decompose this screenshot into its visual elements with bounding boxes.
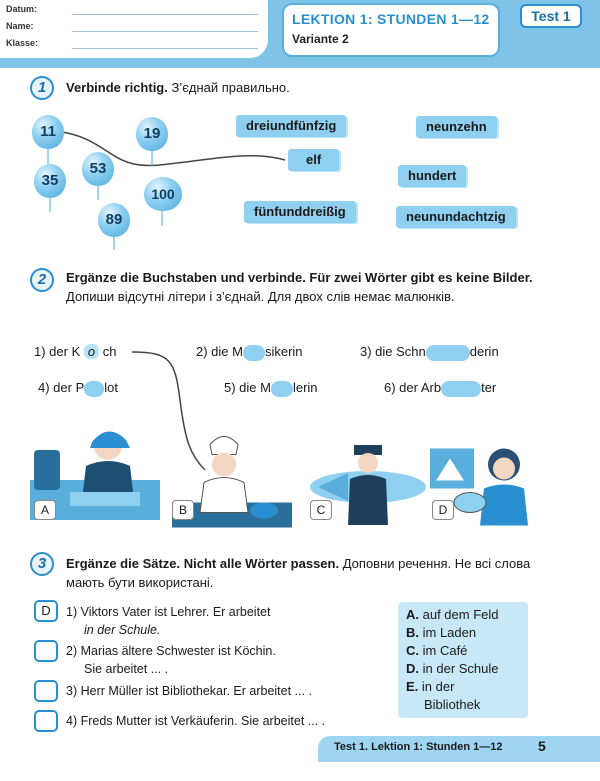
balloon-number[interactable]: 11 xyxy=(32,115,64,149)
exercise-1-title-uk: З’єднай правильно. xyxy=(171,80,290,95)
letter-blank[interactable] xyxy=(441,381,481,397)
exercise-3-title-de: Ergänze die Sätze. Nicht alle Wörter passen. xyxy=(66,556,340,571)
sentence-1 xyxy=(66,603,271,639)
filled-letter[interactable]: o xyxy=(84,344,99,359)
letter-blank[interactable] xyxy=(84,381,104,397)
sentence-line: Sie arbeitet ... . xyxy=(84,662,169,676)
page-number: 5 xyxy=(538,738,546,754)
sentence-3 xyxy=(66,682,312,700)
picture-label-d: D xyxy=(432,500,454,520)
word-item-1 xyxy=(34,344,116,359)
balloon-number[interactable]: 53 xyxy=(82,152,114,186)
number-word[interactable]: dreiundfünfzig xyxy=(236,115,346,137)
footer-text: Test 1. Lektion 1: Stunden 1—12 xyxy=(334,741,503,753)
word-suffix: ch xyxy=(102,344,117,359)
word-prefix: 2) die M xyxy=(196,344,243,359)
option-a: A. auf dem Feld xyxy=(406,607,499,622)
word-item-6 xyxy=(384,380,496,397)
number-word[interactable]: elf xyxy=(288,149,339,171)
option-e-continued: Bibliothek xyxy=(424,697,481,712)
word-prefix: 1) der K xyxy=(34,344,81,359)
footer-band xyxy=(318,736,600,762)
answer-box-3[interactable] xyxy=(34,680,58,702)
word-suffix: lerin xyxy=(292,380,318,395)
variant-label: Variante 2 xyxy=(292,32,349,46)
answer-box-2[interactable] xyxy=(34,640,58,662)
option-d: D. in der Schule xyxy=(406,661,499,676)
sentence-line: 4) Freds Mutter ist Verkäuferin. Sie arbeitet ... . xyxy=(66,714,326,728)
exercise-number-2: 2 xyxy=(30,268,54,292)
word-item-4 xyxy=(38,380,118,397)
exercise-2-instruction xyxy=(66,268,556,306)
word-item-2 xyxy=(196,344,303,361)
answer-box-1[interactable]: D xyxy=(34,600,58,622)
exercise-2-title-de: Ergänze die Buchstaben und verbinde. Für zwei Wörter gibt es keine Bilder. xyxy=(66,270,533,285)
exercise-number-3: 3 xyxy=(30,552,54,576)
word-prefix: 5) die M xyxy=(224,380,271,395)
word-prefix: 6) der Arb xyxy=(384,380,442,395)
letter-blank[interactable] xyxy=(243,345,265,361)
answer-options xyxy=(398,602,528,718)
picture-label-b: B xyxy=(172,500,194,520)
sentence-line: 3) Herr Müller ist Bibliothekar. Er arbeitet ... . xyxy=(66,684,312,698)
balloon-number[interactable]: 89 xyxy=(98,203,130,237)
number-word[interactable]: neunundachtzig xyxy=(396,206,516,228)
answer-box-4[interactable] xyxy=(34,710,58,732)
letter-blank[interactable] xyxy=(426,345,470,361)
balloon-number[interactable]: 100 xyxy=(144,177,182,211)
picture-label-c: C xyxy=(310,500,332,520)
word-prefix: 4) der P xyxy=(38,380,85,395)
exercise-2-title-uk: Допиши відсутні літери і з’єднай. Для двох слів немає малюнків. xyxy=(66,289,455,304)
balloon-number[interactable]: 19 xyxy=(136,117,168,151)
sentence-2 xyxy=(66,642,276,678)
class-label: Klasse: xyxy=(6,38,39,48)
test-badge: Test 1 xyxy=(520,4,582,28)
balloon-number[interactable]: 35 xyxy=(34,164,66,198)
word-item-3 xyxy=(360,344,499,361)
option-e: E. in der xyxy=(406,679,455,694)
number-word[interactable]: neunzehn xyxy=(416,116,497,138)
sentence-4 xyxy=(66,712,325,730)
option-c: C. im Café xyxy=(406,643,468,658)
number-word[interactable]: hundert xyxy=(398,165,466,187)
exercise-1-title-de: Verbinde richtig. xyxy=(66,80,168,95)
word-suffix: ter xyxy=(481,380,497,395)
number-word[interactable]: fünfunddreißig xyxy=(244,201,356,223)
word-suffix: derin xyxy=(469,344,499,359)
sentence-line: 2) Marias ältere Schwester ist Köchin. xyxy=(66,644,276,658)
word-suffix: sikerin xyxy=(264,344,303,359)
picture-label-a: A xyxy=(34,500,56,520)
word-item-5 xyxy=(224,380,318,397)
word-suffix: lot xyxy=(104,380,118,395)
name-label: Name: xyxy=(6,21,34,31)
exercise-3-title-uk: Доповни речення. Не всі слова мають бути використані. xyxy=(66,556,531,590)
option-b: B. im Laden xyxy=(406,625,477,640)
exercise-3-instruction xyxy=(66,554,556,592)
word-prefix: 3) die Schn xyxy=(360,344,426,359)
letter-blank[interactable] xyxy=(271,381,293,397)
lesson-title: LEKTION 1: STUNDEN 1—12 xyxy=(292,11,490,27)
sentence-answer: in der Schule. xyxy=(84,623,161,637)
sentence-line: 1) Viktors Vater ist Lehrer. Er arbeitet xyxy=(66,605,271,619)
date-label: Datum: xyxy=(6,4,37,14)
exercise-number-1: 1 xyxy=(30,76,54,100)
